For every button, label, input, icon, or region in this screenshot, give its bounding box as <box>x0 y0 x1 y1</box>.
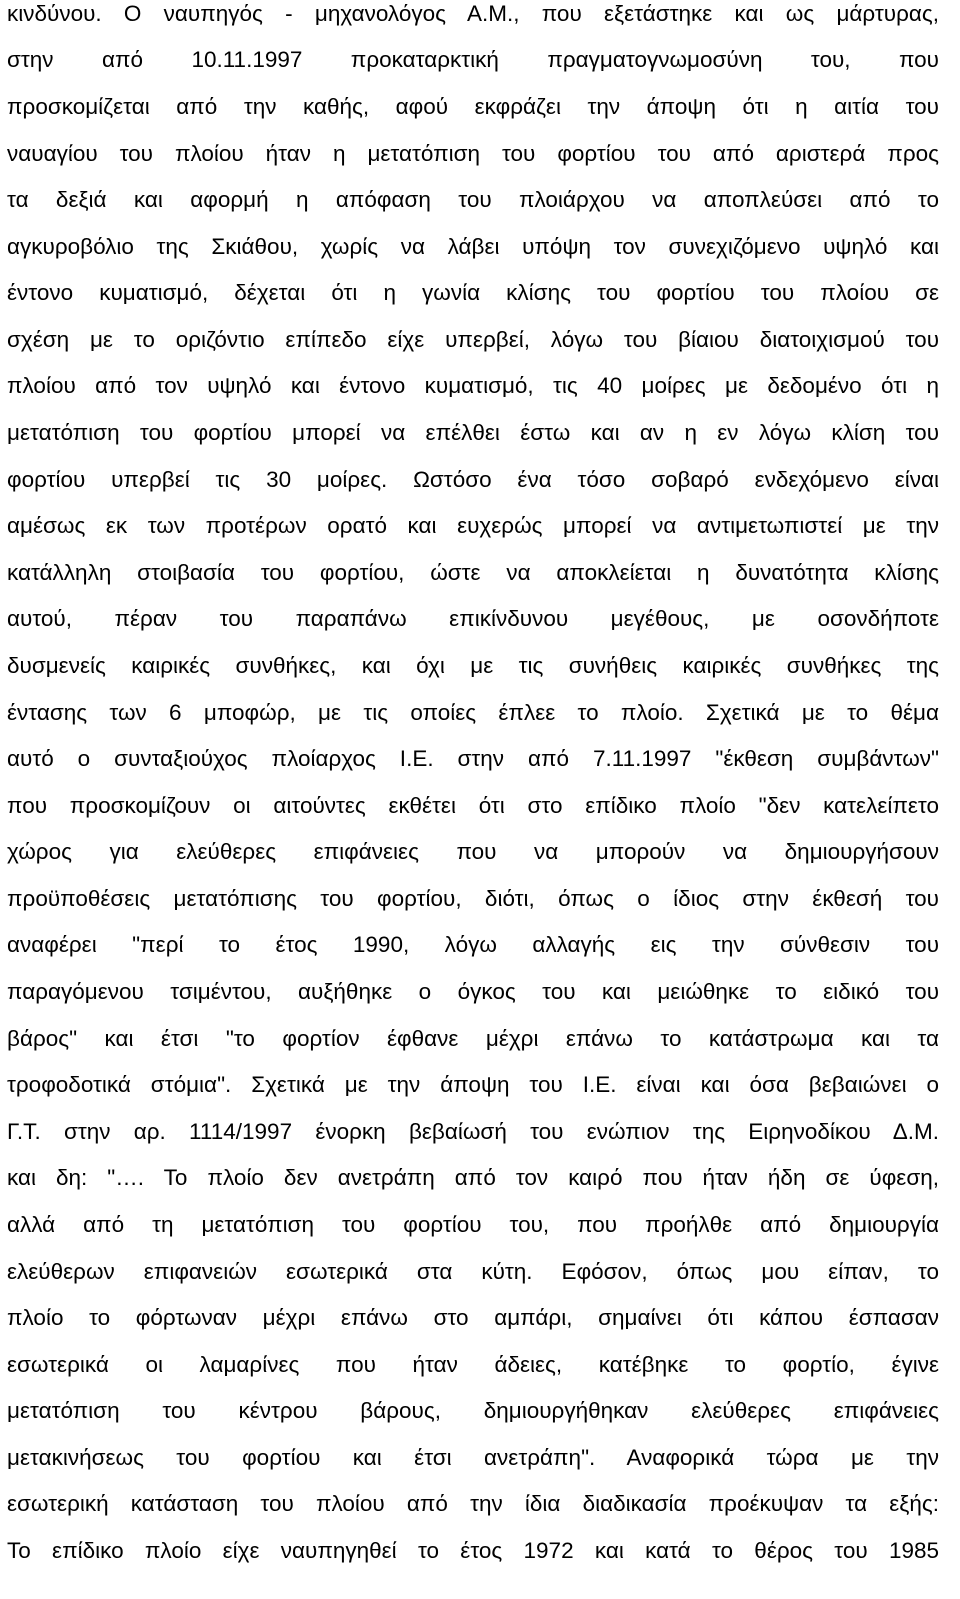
text-line: κινδύνου. Ο ναυπηγός - μηχανολόγος Α.Μ., που εξετάστηκε και ως μάρτυρας, <box>7 1 939 26</box>
text-line: αυτού, πέραν του παραπάνω επικίνδυνου μεγέθους, με οσονδήποτε <box>7 606 939 631</box>
text-line: προϋποθέσεις μετατόπισης του φορτίου, διότι, όπως ο ίδιος στην έκθεσή του <box>7 886 939 911</box>
text-line: και δη: "…. Το πλοίο δεν ανετράπη από τον καιρό που ήταν ήδη σε ύφεση, <box>7 1165 939 1190</box>
text-line: κατάλληλη στοιβασία του φορτίου, ώστε να αποκλείεται η δυνατότητα κλίσης <box>7 560 939 585</box>
text-line: αναφέρει "περί το έτος 1990, λόγω αλλαγής εις την σύνθεσιν του <box>7 932 939 957</box>
text-line: δυσμενείς καιρικές συνθήκες, και όχι με τις συνήθεις καιρικές συνθήκες της <box>7 653 939 678</box>
text-line: Το επίδικο πλοίο είχε ναυπηγηθεί το έτος 1972 και κατά το θέρος του 1985 <box>7 1538 939 1563</box>
text-line: ελεύθερων επιφανειών εσωτερικά στα κύτη. Εφόσον, όπως μου είπαν, το <box>7 1259 939 1284</box>
text-line: αυτό ο συνταξιούχος πλοίαρχος Ι.Ε. στην από 7.11.1997 "έκθεση συμβάντων" <box>7 746 939 771</box>
text-line: προσκομίζεται από την καθής, αφού εκφράζει την άποψη ότι η αιτία του <box>7 94 939 119</box>
text-line: τροφοδοτικά στόμια". Σχετικά με την άποψη του Ι.Ε. είναι και όσα βεβαιώνει ο <box>7 1072 939 1097</box>
text-line: εσωτερικά οι λαμαρίνες που ήταν άδειες, κατέβηκε το φορτίο, έγινε <box>7 1352 939 1377</box>
text-line: χώρος για ελεύθερες επιφάνειες που να μπορούν να δημιουργήσουν <box>7 839 939 864</box>
text-line: αμέσως εκ των προτέρων ορατό και ευχερώς μπορεί να αντιμετωπιστεί με την <box>7 513 939 538</box>
document-page <box>7 0 939 1599</box>
text-line: αγκυροβόλιο της Σκιάθου, χωρίς να λάβει υπόψη τον συνεχιζόμενο υψηλό και <box>7 234 939 259</box>
text-line: τα δεξιά και αφορμή η απόφαση του πλοιάρχου να αποπλεύσει από το <box>7 187 939 212</box>
text-line: αλλά από τη μετατόπιση του φορτίου του, που προήλθε από δημιουργία <box>7 1212 939 1237</box>
text-line: πλοίο το φόρτωναν μέχρι επάνω στο αμπάρι, σημαίνει ότι κάπου έσπασαν <box>7 1305 939 1330</box>
text-line: πλοίου από τον υψηλό και έντονο κυματισμό, τις 40 μοίρες με δεδομένο ότι η <box>7 373 939 398</box>
text-line: ναυαγίου του πλοίου ήταν η μετατόπιση του φορτίου του από αριστερά προς <box>7 141 939 166</box>
text-line: έντονο κυματισμό, δέχεται ότι η γωνία κλίσης του φορτίου του πλοίου σε <box>7 280 939 305</box>
text-line: φορτίου υπερβεί τις 30 μοίρες. Ωστόσο ένα τόσο σοβαρό ενδεχόμενο είναι <box>7 467 939 492</box>
text-line: μετακινήσεως του φορτίου και έτσι ανετράπη". Αναφορικά τώρα με την <box>7 1445 939 1470</box>
text-line: εσωτερική κατάσταση του πλοίου από την ίδια διαδικασία προέκυψαν τα εξής: <box>7 1491 939 1516</box>
text-line: μετατόπιση του φορτίου μπορεί να επέλθει έστω και αν η εν λόγω κλίση του <box>7 420 939 445</box>
text-line: έντασης των 6 μποφώρ, με τις οποίες έπλεε το πλοίο. Σχετικά με το θέμα <box>7 700 939 725</box>
text-line: στην από 10.11.1997 προκαταρκτική πραγματογνωμοσύνη του, που <box>7 47 939 72</box>
text-line: παραγόμενου τσιμέντου, αυξήθηκε ο όγκος του και μειώθηκε το ειδικό του <box>7 979 939 1004</box>
text-line: βάρος" και έτσι "το φορτίον έφθανε μέχρι επάνω το κατάστρωμα και τα <box>7 1026 939 1051</box>
text-line: Γ.Τ. στην αρ. 1114/1997 ένορκη βεβαίωσή του ενώπιον της Ειρηνοδίκου Δ.Μ. <box>7 1119 939 1144</box>
text-line: μετατόπιση του κέντρου βάρους, δημιουργήθηκαν ελεύθερες επιφάνειες <box>7 1398 939 1423</box>
text-line: που προσκομίζουν οι αιτούντες εκθέτει ότι στο επίδικο πλοίο "δεν κατελείπετο <box>7 793 939 818</box>
text-line: σχέση με το οριζόντιο επίπεδο είχε υπερβεί, λόγω του βίαιου διατοιχισμού του <box>7 327 939 352</box>
